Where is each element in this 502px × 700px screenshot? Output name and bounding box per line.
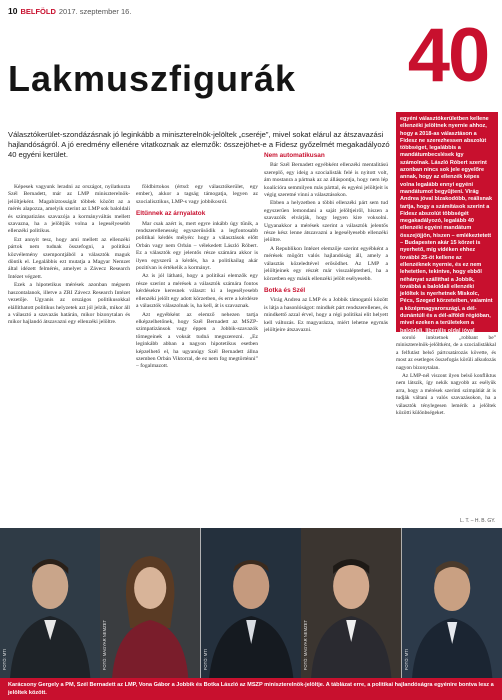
body-paragraph: Ebben a helyzetben a többi ellenzéki párt sem tud egyszerűen lemondani a saját jelöltjeiről, hiszen a szavazóik elvárják, hogy legyen kire voksolni. Ugyanakkor a mérések szerint a választók jelentős része kész lenne átszavazni a legesélyesebb ellenzéki jelöltre. (264, 200, 388, 244)
subheading: Botka és Szél (264, 286, 306, 294)
article-column-1 (8, 184, 130, 526)
portrait-image (0, 528, 100, 678)
portrait-image (301, 528, 401, 678)
body-paragraph: Bár Szél Bernadett egyébként ellenzéki mentalitású szereplő, egy ideig a szocialisták felé is nyitott volt, ám mostanra a pártnak az az álláspontja, hogy nem lép koalícióra semmilyen más párttal, és egyéni jelöltjeit is végig szeretné vinni a választásokon. (264, 162, 388, 199)
body-paragraph: Képesek vagyunk leradni az országot, nyilatkozta Szél Bernadett, már az LMP miniszterelnök-jelöltjeként. Magabiztosságát többek között az a mérés alapozza, amelyik szerint az LMP sok baloldali és szimpatizáns szavazója a kormányváltás mellett szavazna, ha a jelöltjük volna a legesélyesebb ellenzéki politikus. (8, 184, 130, 235)
article-column-2 (136, 184, 258, 526)
page-number: 10 (8, 6, 18, 16)
portrait-image (100, 528, 200, 678)
photo-credit: FOTÓ: MTI (202, 648, 208, 670)
photo-portrait (402, 528, 502, 678)
body-paragraph: A Republikon Intézet elemzője szerint egyébként a mérések mögött valós hajlandóság áll, amely a választás közeledtével erősödhet. Az LMP a jelöltjeinek egy részét már visszaléptetheti, ha a körzetben egy másik ellenzéki jelölt esélyesebb. (264, 245, 388, 282)
photo-portrait (100, 528, 200, 678)
subheading: Eltűnnek az árnyalatok (136, 210, 206, 218)
body-paragraph: Azt egyébként az elemző nehezen tartja elképzelhetőnek, hogy Szél Bernadett az MSZP-szimpatizánsok vagy éppen a Jobbik-szavazók tömegeinek a voksát tudná megszerezni. „Ez leginkább abban a nagyon hipotetikus esetben képzelhető el, ha ugyanúgy Szél Bernadett állna szemben Orbán Viktorral, de ez nem fog megtörténni” – fogalmazott. (136, 311, 258, 370)
portrait-image (201, 528, 301, 678)
subheading: Nem automatikusan (264, 152, 325, 159)
photo-portrait (301, 528, 401, 678)
body-paragraph: Ezt annyit tesz, hogy ami mellett az ellenzéki pártok nem tudnak összefogni, a politikai közvélemény szempontjából a választók maguk döntik el. Legalábbis ezt mutatja a Magyar Nemzet által idézett felmérés, amelyet a Závecz Research Intézet végzett. (8, 236, 130, 280)
photo-portrait (0, 528, 100, 678)
headline: Lakmuszfigurák (8, 58, 297, 99)
photo-portrait (201, 528, 301, 678)
big-number: 40 (407, 13, 489, 98)
body-paragraph: Mar csak azért is, mert egyre inkább úgy tűnik, a rendszerellenesség egyszerűsödik a legfontosabb politikai kérdés mélyén: hogy a választások előtt Orbán vagy nem Orbán – vélekedett László Róbert. Ez a választók egy jelentős része számára akkor is ilyen egyszerű a kérdés, ha a politikailag akár pozitívan is értékelik a kormányt. (136, 220, 258, 272)
article-column-3 (264, 148, 388, 526)
photo-caption: Karácsony Gergely a PM, Szél Bernadett az LMP, Vona Gábor a Jobbik és Botka László az MSZP miniszterelnök-jelöltje. A táblázat erre, a politikai hajlandóságra egyénire bontva lesz a jelöltek között. (0, 678, 502, 700)
body-paragraph: Az LMP-nél viszont ilyen belső konfliktus nem látszik, így nekik nagyobb az esélyük arra, hogy a mérések szerinti szimpátiát át is tudják váltani a valós szavazásokon, ha a választók ténylegesen lemérik a jelöltek közötti különbségeket. (396, 373, 496, 417)
author-signature: L. T. – H. B. GY. (460, 518, 496, 524)
lead-paragraph: Választókerület-szondázásnak jó leginkább a miniszterelnök-jelöltek „cseréje”, mivel sokat elárul az átszavazási hajlandóságról. A jó eredmény ellenére vitatkoznak az elemzők: összejöhet-e a Fidesz győzelmét megakadályozó 40 egyéni kerület. (8, 130, 390, 159)
photo-credit: FOTÓ: MTI (403, 648, 409, 670)
sidebar-box: egyéni választókerületben kellene ellenzéki jelöltnek nyernie ahhoz, hogy a 2018-as választáson a Fidesz ne szerezhessen abszolút többséget, legalábbis a mandátumbecslések így számolnak. László Róbert szerint azonban nincs sok jele egyelőre annak, hogy az ellenzék képes volna legalább ennyi egyéni mandátumot begyűjteni. Virág Andrea jóval bizakodóbb, reálisnak tartja, hogy a számítások szerint a Fidesz abszolút többségét megakadályozó, legalább 40 ellenzéki egyéni mandátum összejöjjön, hiszen – emlékeztetett – Budapesten akár 15 körzet is nyerhető, míg vidéken ehhez további 25-öt kellene az ellenzéknek nyernie, és ez nem lehetetlen, tekintve, hogy ebből néhányat szállíthat a Jobbik, továbbá a baloldali ellenzéki jelöltek is nyerhetnek Miskolc, Pécs, Szeged körzeteiben, valamint a középmagyarországi, a dél-dunántúli és a dél-alföldi régióban, mivel ezeken a területeken a baloldali, liberális oldal jóval (396, 112, 498, 332)
body-paragraph: soroló intézetnek „robbant be” miniszterelnök-jelöltként, de a szocialistákkal a felfutást belső pártcsatározás követte, és most az esetleges összefogás körüli alkudozás nagyon bizonytalan. (396, 335, 496, 371)
article-column-4 (396, 335, 496, 526)
photo-credit: FOTÓ: MAGYAR NEMZET (303, 619, 309, 670)
section-name: BELFÖLD (20, 7, 56, 16)
photo-credit: FOTÓ: MAGYAR NEMZET (102, 619, 108, 670)
body-paragraph: Virág Andrea az LMP és a Jobbik támogatói között is látja a hasonlóságot: mindkét párt rendszerellenes, és mindkettő azzal érvel, hogy a régi politikai elit helyett kell változás. Ez magyarázza, miért lehetne egymás jelöltjeire átszavazni. (264, 297, 388, 333)
body-paragraph: földbirtokos (értsd: egy választókerület, egy ember), akkor a tagság támogatja, legyen az szocialisztikus, LMP-s vagy jobbikosról. (136, 184, 258, 205)
photo-credit: FOTÓ: MTI (2, 648, 7, 670)
body-paragraph: Az is jól látható, hogy a politikai elemzők egy része szerint a mérések a választók számára fontos kérdésekre keresnek választ: ki a legesélyesebb ellenzéki jelölt egy adott körzetben, és erre a kérdésre a választók válaszolnak is, ha kell, át is szavaznak. (136, 273, 258, 310)
portrait-image (402, 528, 502, 678)
page-header (8, 6, 131, 18)
body-paragraph: Ezek a hipotetikus mérések azonban mégsem haszontalanok, illetve a ZRI Závecz Research Intézet vezetője. Ugyanis az országos politikusokkal elállíthatott politikus helyzetek azt jól jelzik, mikor áll a választó a szavazás határán, mikor bizonytalan és mikor hajlandó átszavazni egy ellenzéki jelöltre. (8, 282, 130, 326)
photo-strip (0, 528, 502, 678)
issue-date: 2017. szeptember 16. (58, 7, 132, 16)
